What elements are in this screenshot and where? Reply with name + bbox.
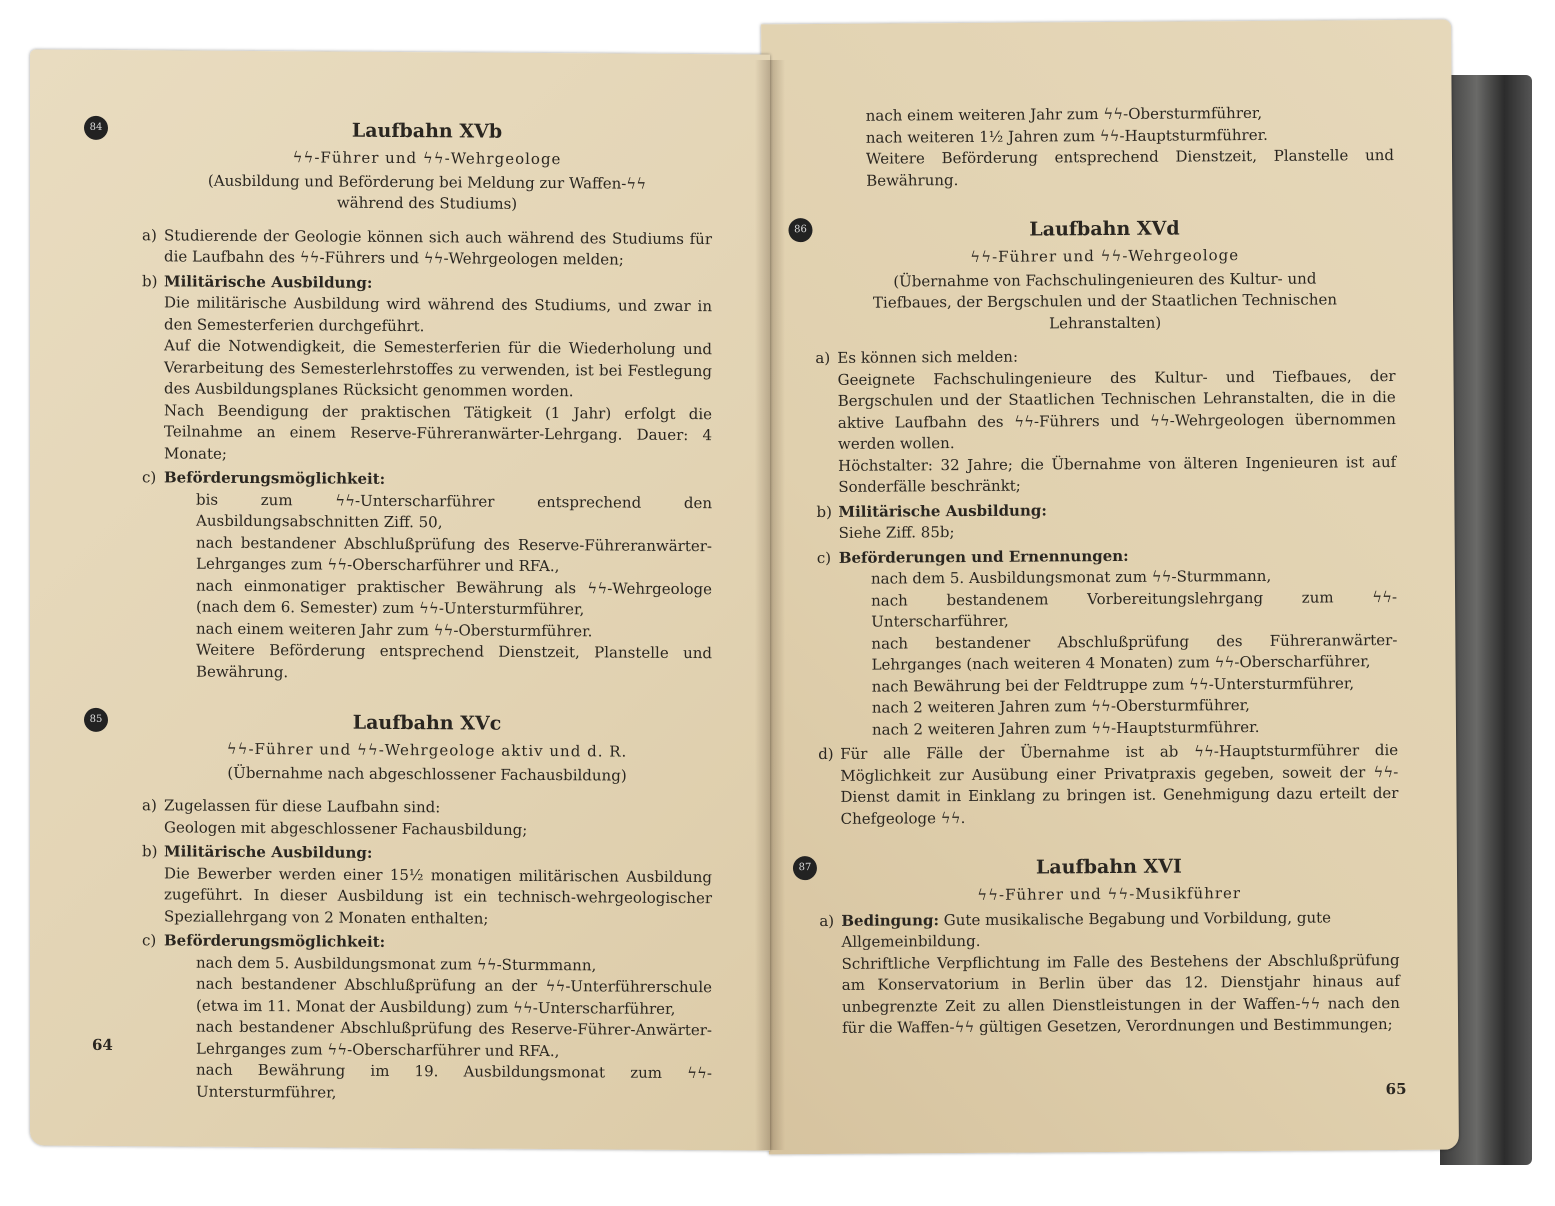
promotion-step: nach Bewährung bei der Feldtruppe zum ϟϟ-Untersturmführer, [871, 673, 1355, 696]
item-paragraph: Siehe Ziff. 85b; [838, 523, 955, 542]
item-paragraph: Die Bewerber werden einer 15½ monatigen militärischen Ausbildung zugeführt. In dieser Ausbildung ist ein technisch-wehrgeologischer Speziallehrgang von 2 Monaten enthalten; [164, 863, 712, 928]
page-number: 64 [92, 1035, 113, 1054]
left-page [30, 49, 770, 1150]
item-label: a) [815, 348, 831, 368]
right-page-content [794, 102, 1401, 1066]
section-note: (Ausbildung und Beförderung bei Meldung zur Waffen-ϟϟ während des Studiums) [207, 171, 647, 213]
section [794, 214, 1399, 830]
promotion-step: nach dem 5. Ausbildungsmonat zum ϟϟ-Sturmmann, [196, 953, 597, 974]
item-paragraph: Höchstalter: 32 Jahre; die Übernahme von älteren Ingenieuren ist auf Sonderfälle beschränkt; [838, 452, 1397, 496]
item-heading: Bedingung: [841, 910, 940, 930]
list-item [142, 271, 712, 468]
continuation-line: Weitere Beförderung entsprechend Dienstzeit, Planstelle und Bewährung. [865, 146, 1395, 190]
section-title: Laufbahn XVI [1035, 855, 1182, 879]
section [798, 852, 1400, 1040]
item-label: b) [142, 842, 158, 861]
item-paragraph: Es können sich melden: [837, 347, 1019, 367]
item-paragraph: Für alle Fälle der Übernahme ist ab ϟϟ-Hauptsturmführer die Möglichkeit zur Ausübung einer Privatpraxis gegeben, soweit der ϟϟ-Dienst damit in Einklang zu bringen ist. Genehmigung dazu erteilt der Chefgeologe ϟϟ. [840, 740, 1399, 828]
item-heading-line [164, 467, 712, 492]
promotion-step: bis zum ϟϟ-Unterscharführer entsprechend den Ausbildungsabschnitten Ziff. 50, [196, 490, 712, 532]
section-subtitle: ϟϟ-Führer und ϟϟ-Wehrgeologe aktiv und d. R. [226, 739, 628, 761]
page-number: 65 [1385, 1079, 1407, 1099]
item-paragraph: Studierende der Geologie können sich auch während des Studiums für die Laufbahn des ϟϟ-Führers und ϟϟ-Wehrgeologen melden; [164, 225, 712, 269]
promotion-step: nach 2 weiteren Jahren zum ϟϟ-Obersturmführer, [871, 696, 1250, 717]
section-subtitle: ϟϟ-Führer und ϟϟ-Musikführer [977, 884, 1242, 904]
promotion-list [164, 952, 712, 1106]
item-heading-line [164, 841, 712, 866]
item-heading-line [164, 930, 712, 955]
promotion-step: nach bestandener Abschlußprüfung des Reserve-Führer-Anwärter-Lehrganges zum ϟϟ-Oberscharführer und RFA., [196, 1017, 712, 1060]
list-item [142, 467, 712, 686]
book-gutter [755, 60, 785, 1150]
promotion-list [839, 565, 1398, 741]
promotion-step: nach einmonatiger praktischer Bewährung als ϟϟ-Wehrgeologe (nach dem 6. Semester) zum ϟϟ-Untersturmführer, [196, 576, 712, 619]
section-note: (Übernahme nach abgeschlossener Fachausbildung) [227, 763, 627, 785]
item-paragraph: Die militärische Ausbildung wird während des Studiums, und zwar in den Semesterferien durchgeführt. [164, 293, 712, 335]
continuation-line: nach einem weiteren Jahr zum ϟϟ-Obersturmführer, [865, 103, 1263, 125]
list-item [142, 930, 712, 1106]
section-title: Laufbahn XVd [1029, 217, 1180, 241]
section-number-badge: 85 [84, 708, 108, 732]
item-label: b) [816, 502, 832, 521]
item-label: c) [816, 548, 832, 567]
item-paragraph: Geeignete Fachschulingenieure des Kultur- und Tiefbaues, der Bergschulen und der Staatlichen Technischen Lehranstalten, die in die aktive Laufbahn des ϟϟ-Führers und ϟϟ-Wehrgeologen übernommen werden wollen. [837, 366, 1396, 453]
promotion-step: nach bestandener Abschlußprüfung an der ϟϟ-Unterführerschule (etwa im 11. Monat der Ausbildung) zum ϟϟ-Unterscharführer, [196, 974, 712, 1018]
section-title: Laufbahn XVb [351, 119, 503, 143]
item-paragraph: Zugelassen für diese Laufbahn sind: [164, 796, 441, 817]
section [89, 116, 712, 686]
item-paragraph: Nach Beendigung der praktischen Tätigkeit (1 Jahr) erfolgt die Teilnahme an einem Reserve-Führeranwärter-Lehrgang. Dauer: 4 Monate; [164, 400, 712, 463]
promotion-step: nach bestandenem Vorbereitungslehrgang zum ϟϟ-Unterscharführer, [871, 587, 1398, 631]
item-label: b) [142, 271, 158, 290]
promotion-step: nach Bewährung im 19. Ausbildungsmonat zum ϟϟ-Untersturmführer, [196, 1060, 712, 1102]
item-label: d) [818, 744, 834, 764]
promotion-step: nach dem 5. Ausbildungsmonat zum ϟϟ-Sturmmann, [870, 566, 1272, 588]
item-label: a) [819, 911, 835, 930]
item-label: c) [142, 468, 157, 487]
section-number-badge: 84 [84, 116, 108, 140]
right-page [761, 20, 1459, 1155]
section-number-badge: 86 [788, 218, 812, 242]
item-heading: Militärische Ausbildung: [838, 500, 1047, 521]
item-label: c) [142, 931, 157, 950]
list-item [819, 906, 1400, 1039]
item-heading: Beförderungsmöglichkeit: [164, 468, 386, 488]
item-label: a) [142, 225, 157, 244]
item-label: a) [142, 796, 157, 815]
list-item [816, 497, 1396, 544]
continuation-text [814, 102, 1395, 192]
item-heading: Militärische Ausbildung: [164, 842, 373, 862]
list-item [142, 225, 712, 272]
promotion-step: nach bestandener Abschlußprüfung des Führeranwärter-Lehrganges (nach weiteren 4 Monaten) zum ϟϟ-Oberscharführer, [871, 630, 1398, 674]
section-title: Laufbahn XVc [352, 711, 502, 735]
promotion-step: nach 2 weiteren Jahren zum ϟϟ-Hauptsturmführer. [871, 717, 1260, 739]
item-heading: Beförderungsmöglichkeit: [164, 931, 386, 951]
item-heading-line [841, 906, 1399, 953]
section-number-badge: 87 [793, 856, 817, 880]
item-heading: Militärische Ausbildung: [164, 271, 373, 292]
list-item [818, 740, 1399, 830]
list-item [142, 841, 712, 931]
promotion-list [164, 489, 712, 686]
promotion-step: nach bestandener Abschlußprüfung des Reserve-Führeranwärter-Lehrganges zum ϟϟ-Oberscharführer und RFA., [196, 533, 712, 576]
section-subtitle: ϟϟ-Führer und ϟϟ-Wehrgeologe [970, 246, 1240, 266]
item-paragraph: Auf die Notwendigkeit, die Semesterferien für die Wiederholung und Verarbeitung des Semesterlehrstoffes zu verwenden, ist bei Festlegung des Ausbildungsplanes Rücksicht genommen worden. [164, 336, 712, 401]
item-paragraph: Geologen mit abgeschlossener Fachausbildung; [164, 817, 528, 839]
continuation-line: nach weiteren 1½ Jahren zum ϟϟ-Hauptsturmführer. [865, 125, 1268, 147]
promotion-step: nach einem weiteren Jahr zum ϟϟ-Obersturmführer. [196, 619, 593, 640]
item-inline-text: Gute musikalische Begabung und Vorbildung, gute Allgemeinbildung. [841, 907, 1332, 951]
item-paragraph: Schriftliche Verpflichtung im Falle des Bestehens der Abschlußprüfung am Konservatorium in Berlin über das 12. Dienstjahr hinaus auf unbegrenzte Zeit zu allen Dienstleistungen in der Waffen-ϟϟ nach den für die Waffen-ϟϟ gültigen Gesetzen, Verordnungen und Bestimmungen; [841, 950, 1400, 1037]
promotion-step: Weitere Beförderung entsprechend Dienstzeit, Planstelle und Bewährung. [196, 640, 712, 681]
item-heading: Beförderungen und Ernennungen: [838, 546, 1129, 567]
list-item [142, 795, 712, 842]
section-subtitle: ϟϟ-Führer und ϟϟ-Wehrgeologe [292, 148, 562, 169]
list-item [817, 543, 1398, 741]
list-item [815, 344, 1396, 499]
section-note: (Übernahme von Fachschulingenieuren des Kultur- und Tiefbaues, der Bergschulen und der Staatlichen Technischen Lehranstalten) [872, 269, 1338, 332]
